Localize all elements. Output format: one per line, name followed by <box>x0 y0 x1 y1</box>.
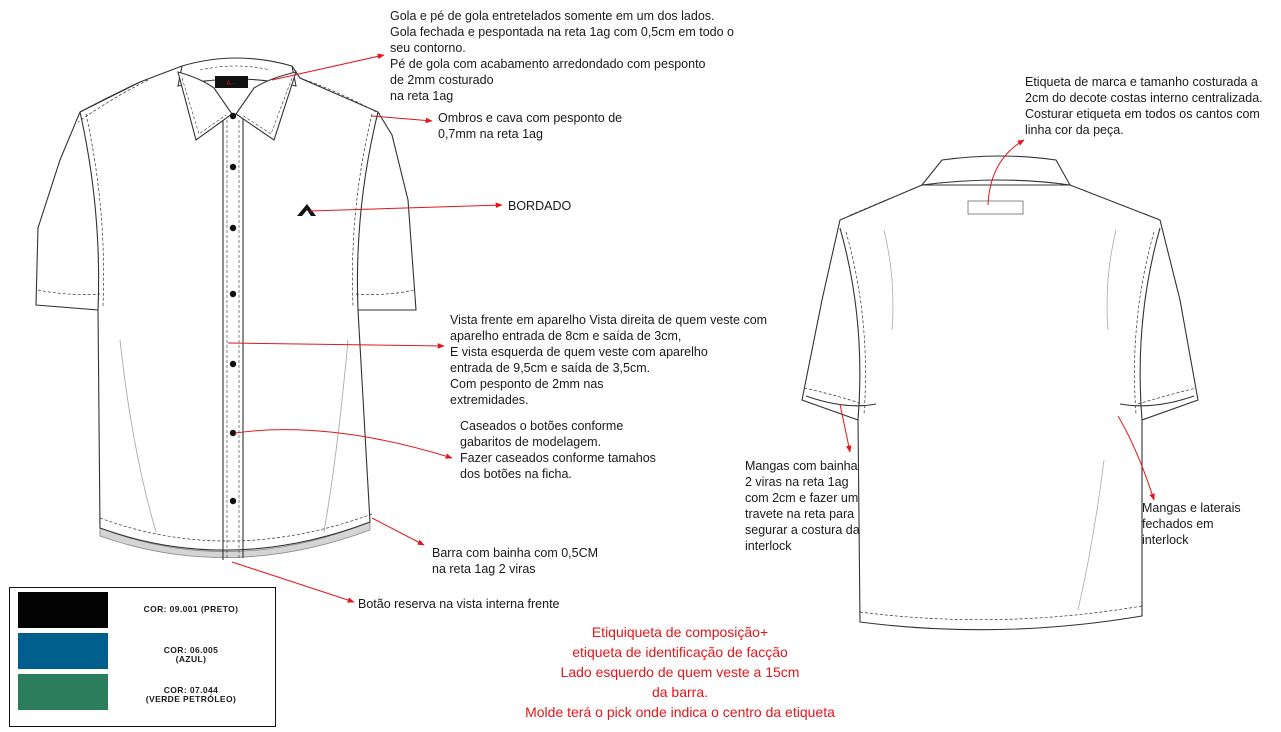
embroidery-note: BORDADO <box>508 199 572 213</box>
front-shirt <box>36 58 416 560</box>
shoulder-note: Ombros e cava com pesponto de 0,7mm na reta 1ag <box>438 111 623 141</box>
back-shirt <box>802 156 1198 630</box>
swatch-green-label: COR: 07.044 (VERDE PETRÓLEO) <box>145 685 237 704</box>
sleeve-hem-note: Mangas com bainha 2 viras na reta 1ag com 2cm e fazer um travete na reta para segurar a costura da interlock <box>745 459 860 553</box>
collar-note: Gola e pé de gola entretelados somente em um dos lados. Gola fechada e pespontada na reta 1ag com 0,5cm em todo o seu contorno. Pé de gola com acabamento arredondado com pesponto de 2mm costurado na reta 1ag <box>390 9 734 103</box>
placket-note: Vista frente em aparelho Vista direita de quem veste com aparelho entrada de 8cm e saída de 3cm, E vista esquerda de quem veste com aparelho entrada de 9,5cm e saída de 3,5cm. Com pesponto de 2mm nas extremidades. <box>450 313 768 407</box>
spare-button-note: Botão reserva na vista interna frente <box>358 597 560 611</box>
swatch-blue-label: COR: 06.005 (AZUL) <box>163 645 219 664</box>
sides-note: Mangas e laterais fechados em interlock <box>1142 501 1241 547</box>
buttonhole-note: Caseados o botões conforme gabaritos de modelagem. Fazer caseados conforme tamahos dos botões na ficha. <box>460 419 656 481</box>
swatch-green <box>18 674 108 710</box>
swatch-blue <box>18 633 108 669</box>
color-legend <box>9 587 276 727</box>
swatch-black <box>18 592 108 628</box>
brand-label-note: Etiqueta de marca e tamanho costurada a 2cm do decote costas interno centralizada. Costurar etiqueta em todos os cantos com linha cor da peça. <box>1025 75 1263 137</box>
svg-text:A∙∙∙: A∙∙∙ <box>226 81 236 87</box>
composition-label-note: Etiquiqueta de composição+ etiqueta de identificação de facção Lado esquerdo de quem veste a 15cm da barra. Molde terá o pick onde indica o centro da etiqueta <box>525 624 835 720</box>
swatch-black-label: COR: 09.001 (PRETO) <box>143 604 239 614</box>
hem-note: Barra com bainha com 0,5CM na reta 1ag 2 viras <box>432 546 599 576</box>
